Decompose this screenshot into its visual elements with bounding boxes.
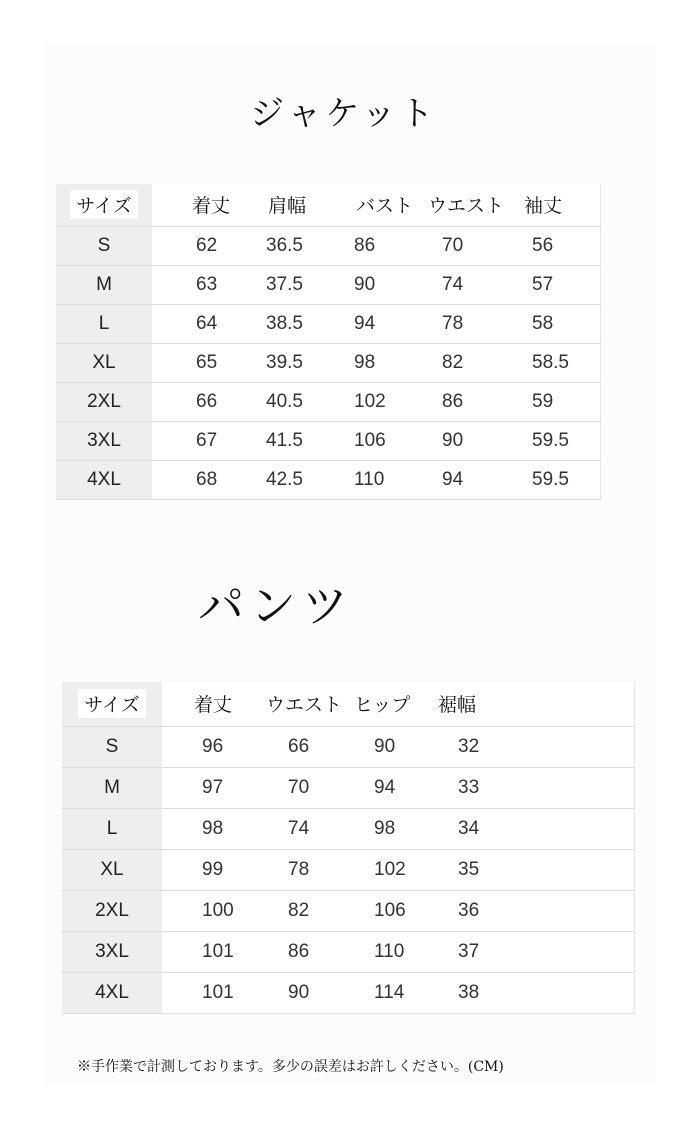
waist-cell: 78 — [258, 849, 344, 890]
table-header-row — [56, 184, 600, 226]
hem-cell: 38 — [430, 972, 634, 1013]
table-row — [56, 343, 600, 382]
table-header-row — [62, 682, 634, 726]
hip-cell: 110 — [344, 931, 430, 972]
size-cell: M — [56, 265, 152, 304]
header-cell-sleeve: 袖丈 — [516, 184, 600, 226]
header-cell-waist: ウエスト — [258, 682, 344, 726]
header-cell-hem: 裾幅 — [430, 682, 634, 726]
jacket-size-table — [56, 184, 601, 500]
size-cell: M — [62, 767, 162, 808]
bust-cell: 106 — [344, 421, 428, 460]
shoulder-cell: 37.5 — [266, 265, 344, 304]
waist-cell: 86 — [258, 931, 344, 972]
hem-cell: 33 — [430, 767, 634, 808]
table-row — [56, 460, 600, 499]
size-cell: 4XL — [62, 972, 162, 1013]
jacket-title: ジャケット — [250, 94, 438, 134]
measurement-note: ※手作業で計測しております。多少の誤差はお許しください。(CM) — [77, 1059, 504, 1075]
waist-cell: 82 — [258, 890, 344, 931]
header-cell-size: サイズ — [62, 682, 162, 726]
table-row — [62, 972, 634, 1013]
table-row — [62, 849, 634, 890]
size-cell: 2XL — [56, 382, 152, 421]
waist-cell: 70 — [428, 226, 516, 265]
size-cell: 4XL — [56, 460, 152, 499]
length-cell: 100 — [162, 890, 258, 931]
waist-cell: 86 — [428, 382, 516, 421]
hip-cell: 114 — [344, 972, 430, 1013]
hip-cell: 106 — [344, 890, 430, 931]
sleeve-cell: 59 — [516, 382, 600, 421]
waist-cell: 74 — [428, 265, 516, 304]
hem-cell: 35 — [430, 849, 634, 890]
length-cell: 101 — [162, 972, 258, 1013]
table-row — [62, 890, 634, 931]
shoulder-cell: 36.5 — [266, 226, 344, 265]
bust-cell: 98 — [344, 343, 428, 382]
length-cell: 66 — [152, 382, 266, 421]
bust-cell: 102 — [344, 382, 428, 421]
bust-cell: 110 — [344, 460, 428, 499]
bust-cell: 86 — [344, 226, 428, 265]
sleeve-cell: 57 — [516, 265, 600, 304]
waist-cell: 66 — [258, 726, 344, 767]
sleeve-cell: 59.5 — [516, 421, 600, 460]
waist-cell: 74 — [258, 808, 344, 849]
length-cell: 98 — [162, 808, 258, 849]
table-row — [56, 226, 600, 265]
table-row — [62, 931, 634, 972]
size-cell: S — [56, 226, 152, 265]
waist-cell: 78 — [428, 304, 516, 343]
length-cell: 62 — [152, 226, 266, 265]
size-cell: XL — [62, 849, 162, 890]
sleeve-cell: 58 — [516, 304, 600, 343]
waist-cell: 90 — [428, 421, 516, 460]
waist-cell: 70 — [258, 767, 344, 808]
size-cell: L — [56, 304, 152, 343]
shoulder-cell: 41.5 — [266, 421, 344, 460]
header-cell-hip: ヒップ — [344, 682, 430, 726]
shoulder-cell: 38.5 — [266, 304, 344, 343]
length-cell: 64 — [152, 304, 266, 343]
sleeve-cell: 56 — [516, 226, 600, 265]
hem-cell: 34 — [430, 808, 634, 849]
bust-cell: 90 — [344, 265, 428, 304]
pants-size-table — [62, 682, 635, 1014]
hem-cell: 37 — [430, 931, 634, 972]
table-row — [62, 726, 634, 767]
bust-cell: 94 — [344, 304, 428, 343]
hip-cell: 94 — [344, 767, 430, 808]
size-cell: 2XL — [62, 890, 162, 931]
size-cell: L — [62, 808, 162, 849]
shoulder-cell: 39.5 — [266, 343, 344, 382]
header-cell-shoulder: 肩幅 — [266, 184, 344, 226]
table-row — [56, 382, 600, 421]
length-cell: 68 — [152, 460, 266, 499]
sleeve-cell: 58.5 — [516, 343, 600, 382]
length-cell: 99 — [162, 849, 258, 890]
size-cell: S — [62, 726, 162, 767]
pants-title: パンツ — [198, 579, 354, 633]
hip-cell: 102 — [344, 849, 430, 890]
hip-cell: 90 — [344, 726, 430, 767]
hem-cell: 32 — [430, 726, 634, 767]
size-cell: XL — [56, 343, 152, 382]
header-cell-waist: ウエスト — [428, 184, 516, 226]
waist-cell: 94 — [428, 460, 516, 499]
length-cell: 63 — [152, 265, 266, 304]
table-row — [62, 767, 634, 808]
hem-cell: 36 — [430, 890, 634, 931]
waist-cell: 82 — [428, 343, 516, 382]
table-row — [56, 265, 600, 304]
length-cell: 97 — [162, 767, 258, 808]
length-cell: 101 — [162, 931, 258, 972]
waist-cell: 90 — [258, 972, 344, 1013]
header-cell-length: 着丈 — [152, 184, 266, 226]
sleeve-cell: 59.5 — [516, 460, 600, 499]
shoulder-cell: 40.5 — [266, 382, 344, 421]
table-row — [56, 421, 600, 460]
length-cell: 67 — [152, 421, 266, 460]
table-row — [56, 304, 600, 343]
header-cell-length: 着丈 — [162, 682, 258, 726]
size-cell: 3XL — [62, 931, 162, 972]
length-cell: 65 — [152, 343, 266, 382]
table-row — [62, 808, 634, 849]
length-cell: 96 — [162, 726, 258, 767]
header-cell-bust: バスト — [344, 184, 428, 226]
size-cell: 3XL — [56, 421, 152, 460]
header-cell-size: サイズ — [56, 184, 152, 226]
shoulder-cell: 42.5 — [266, 460, 344, 499]
hip-cell: 98 — [344, 808, 430, 849]
